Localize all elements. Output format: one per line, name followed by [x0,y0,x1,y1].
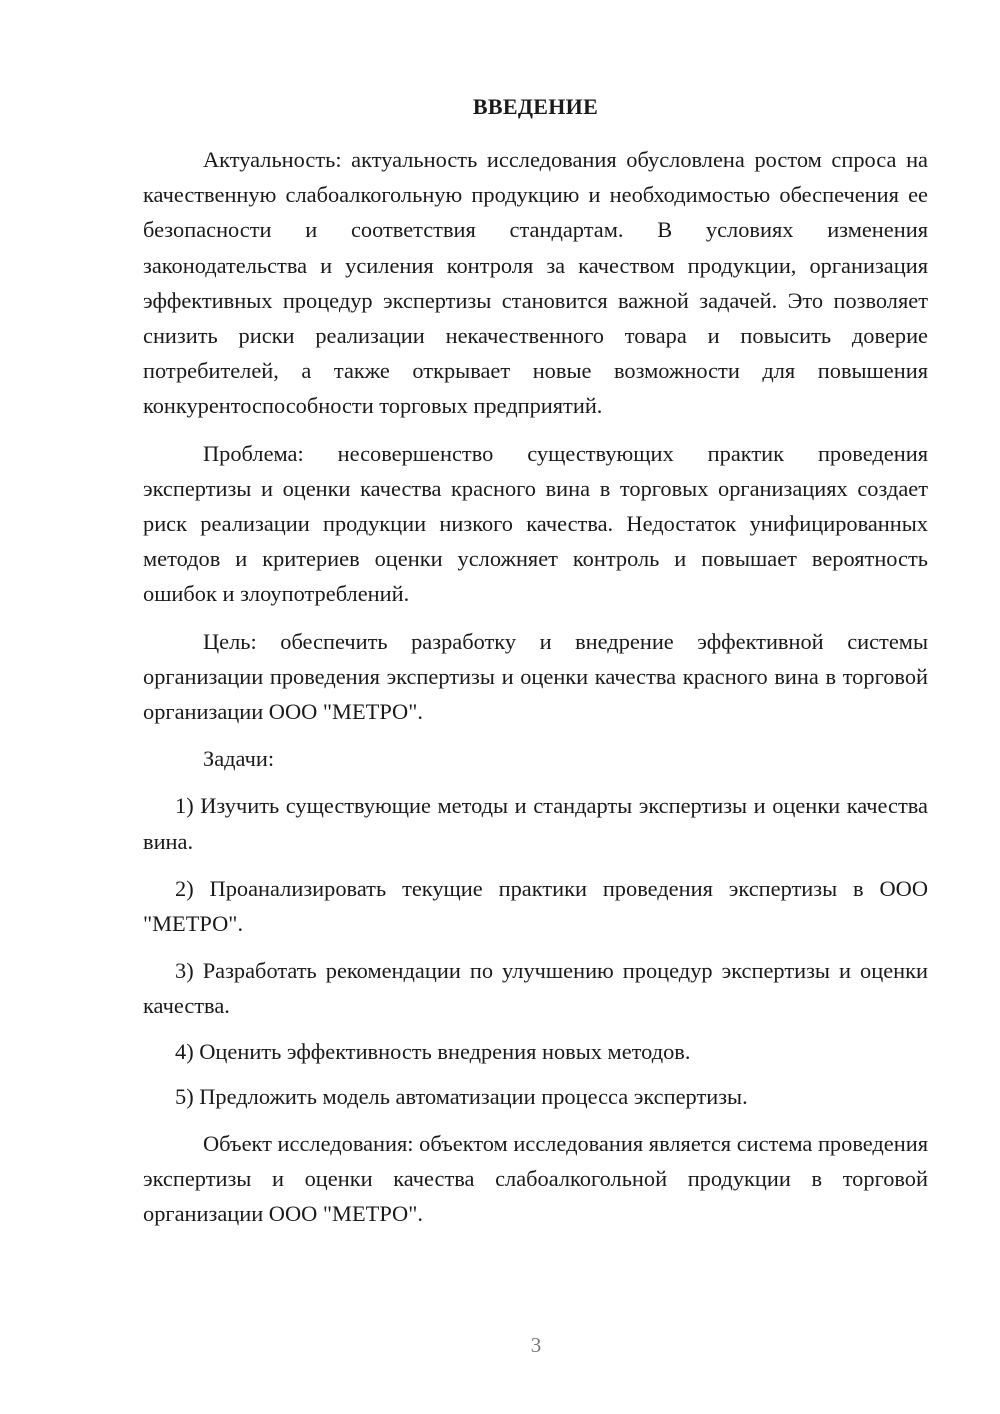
paragraph-tasks-heading: Задачи: [203,746,275,772]
document-page [143,92,928,1232]
task-item: 3) Разработать рекомендации по улучшению процедур экспертизы и оценки качества. [143,958,928,1019]
paragraph-object: Объект исследования: объектом исследования является система проведения экспертизы и оценки качества слабоалкогольной продукции в торговой организации ООО "МЕТРО". [143,1131,928,1227]
paragraph-relevance: Актуальность: актуальность исследования обусловлена ростом спроса на качественную слабоалкогольную продукцию и необходимостью обеспечения ее безопасности и соответствия стандартам. В условиях изменения законодательства и усиления контроля за качеством продукции, организация эффективных процедур экспертизы становится важной задачей. Это позволяет снизить риски реализации некачественного товара и повысить доверие потребителей, а также открывает новые возможности для повышения конкурентоспособности торговых предприятий. [143,147,928,419]
task-item: 4) Оценить эффективность внедрения новых методов. [175,1038,691,1064]
task-item: 1) Изучить существующие методы и стандарты экспертизы и оценки качества вина. [143,793,928,854]
task-item: 5) Предложить модель автоматизации процесса экспертизы. [175,1083,748,1109]
paragraph-problem: Проблема: несовершенство существующих практик проведения экспертизы и оценки качества красного вина в торговых организациях создает риск реализации продукции низкого качества. Недостаток унифицированных методов и критериев оценки усложняет контроль и повышает вероятность ошибок и злоупотреблений. [143,440,928,607]
page-title: ВВЕДЕНИЕ [472,94,599,119]
paragraph-goal: Цель: обеспечить разработку и внедрение эффективной системы организации проведения экспертизы и оценки качества красного вина в торговой организации ООО "МЕТРО". [143,628,928,725]
page-number: 3 [530,1333,542,1357]
task-item: 2) Проанализировать текущие практики проведения экспертизы в ООО "МЕТРО". [143,875,928,937]
